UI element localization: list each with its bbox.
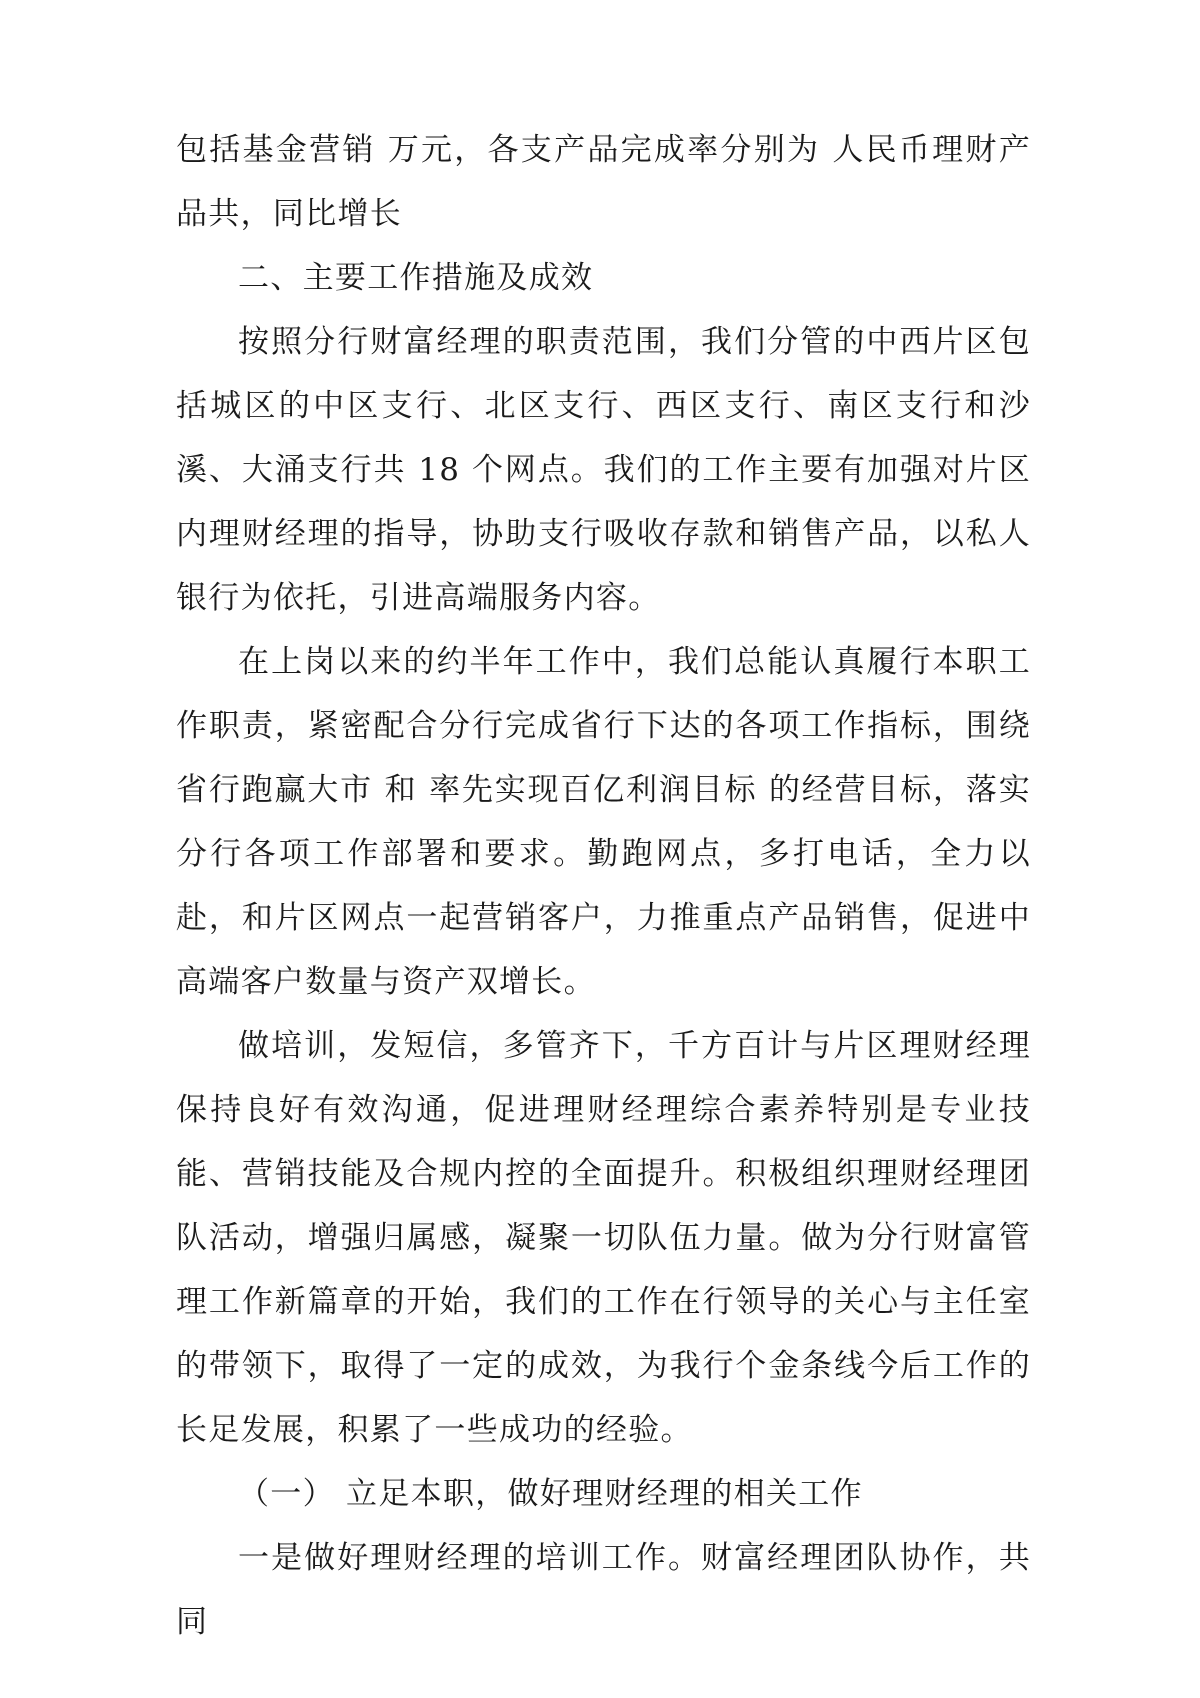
paragraph-training: 做培训，发短信，多管齐下，千方百计与片区理财经理保持良好有效沟通，促进理财经理综合素养特别是专业技能、营销技能及合规内控的全面提升。积极组织理财经理团队活动，增强归属感，凝聚一切队伍力量。做为分行财富管理工作新篇章的开始，我们的工作在行领导的关心与主任室的带领下，取得了一定的成效，为我行个金条线今后工作的长足发展，积累了一些成功的经验。 <box>176 1028 1031 1448</box>
paragraph-training-work: 一是做好理财经理的培训工作。财富经理团队协作，共同 <box>176 1540 1031 1640</box>
subsection-heading-1: （一） 立足本职，做好理财经理的相关工作 <box>238 1476 863 1512</box>
section-heading-measures: 二、主要工作措施及成效 <box>238 260 594 296</box>
paragraph-scope: 按照分行财富经理的职责范围，我们分管的中西片区包括城区的中区支行、北区支行、西区支行、南区支行和沙溪、大涌支行共 18 个网点。我们的工作主要有加强对片区内理财经理的指导，协助支行吸收存款和销售产品，以私人银行为依托，引进高端服务内容。 <box>176 324 1031 616</box>
paragraph-duties: 在上岗以来的约半年工作中，我们总能认真履行本职工作职责，紧密配合分行完成省行下达的各项工作指标，围绕省行跑赢大市 和 率先实现百亿利润目标 的经营目标，落实分行各项工作部署和要求。勤跑网点，多打电话，全力以赴，和片区网点一起营销客户，力推重点产品销售，促进中高端客户数量与资产双增长。 <box>176 644 1031 1000</box>
document-page <box>176 118 1031 1654</box>
paragraph-continuation: 包括基金营销 万元，各支产品完成率分别为 人民币理财产品共，同比增长 <box>176 132 1031 232</box>
